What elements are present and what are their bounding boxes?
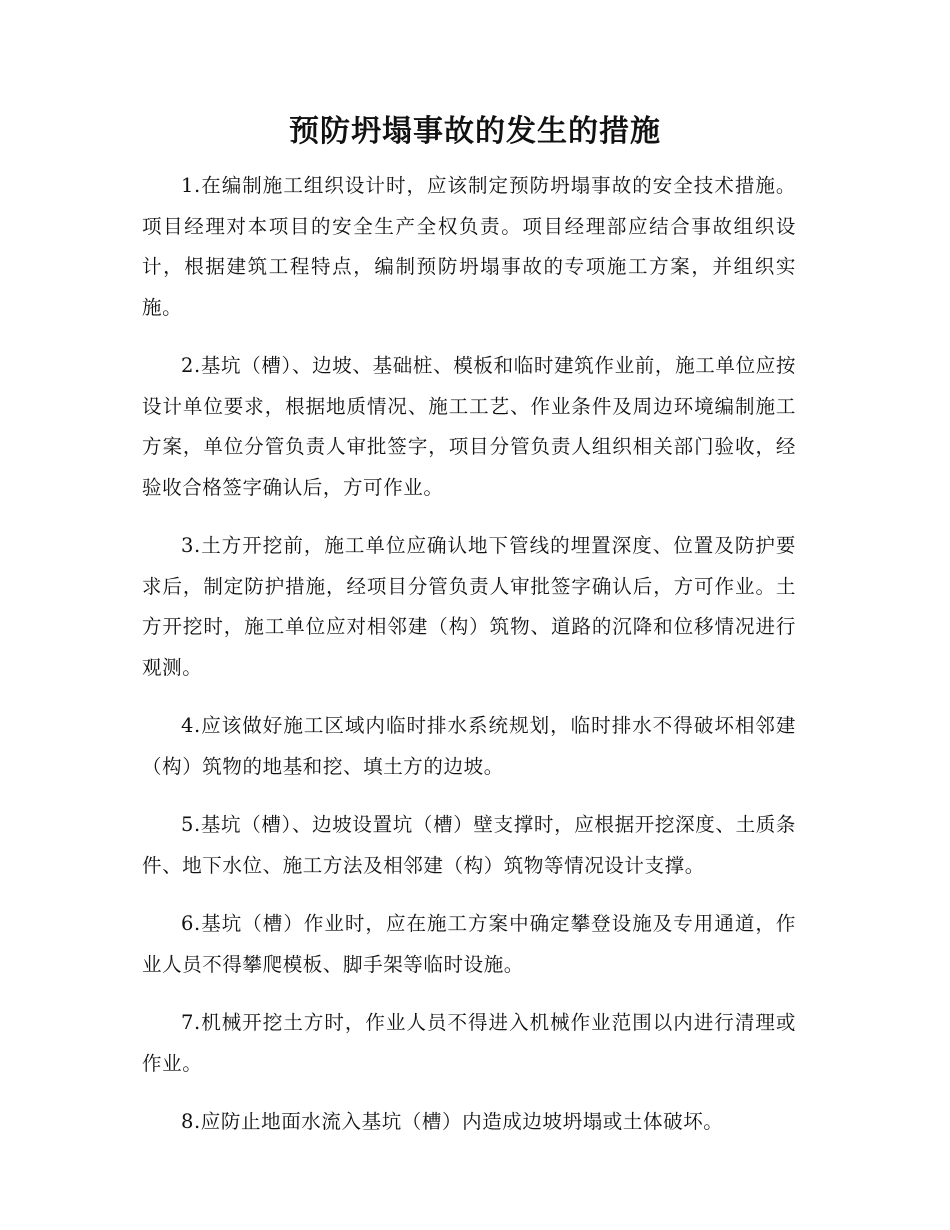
paragraph-8: 8.应防止地面水流入基坑（槽）内造成边坡坍塌或土体破坏。 xyxy=(181,1110,724,1133)
paragraph-5: 5.基坑（槽）、边坡设置坑（槽）壁支撑时，应根据开挖深度、土质条件、地下水位、施工方法及相邻建（构）筑物等情况设计支撑。 xyxy=(142,813,796,877)
document-body xyxy=(142,166,796,1161)
paragraph-3: 3.土方开挖前，施工单位应确认地下管线的埋置深度、位置及防护要求后，制定防护措施，经项目分管负责人审批签字确认后，方可作业。土方开挖时，施工单位应对相邻建（构）筑物、道路的沉降和位移情况进行观测。 xyxy=(142,534,796,679)
paragraph-4: 4.应该做好施工区域内临时排水系统规划，临时排水不得破坏相邻建（构）筑物的地基和挖、填土方的边坡。 xyxy=(142,714,796,778)
paragraph-1: 1.在编制施工组织设计时，应该制定预防坍塌事故的安全技术措施。项目经理对本项目的安全生产全权负责。项目经理部应结合事故组织设计，根据建筑工程特点，编制预防坍塌事故的专项施工方案，并组织实施。 xyxy=(142,174,796,319)
paragraph-7: 7.机械开挖土方时，作业人员不得进入机械作业范围以内进行清理或作业。 xyxy=(142,1011,796,1075)
paragraph-2: 2.基坑（槽）、边坡、基础桩、模板和临时建筑作业前，施工单位应按设计单位要求，根据地质情况、施工工艺、作业条件及周边环境编制施工方案，单位分管负责人审批签字，项目分管负责人组织相关部门验收，经验收合格签字确认后，方可作业。 xyxy=(142,354,796,499)
paragraph-6: 6.基坑（槽）作业时，应在施工方案中确定攀登设施及专用通道，作业人员不得攀爬模板、脚手架等临时设施。 xyxy=(142,912,796,976)
document-title: 预防坍塌事故的发生的措施 xyxy=(289,114,661,149)
